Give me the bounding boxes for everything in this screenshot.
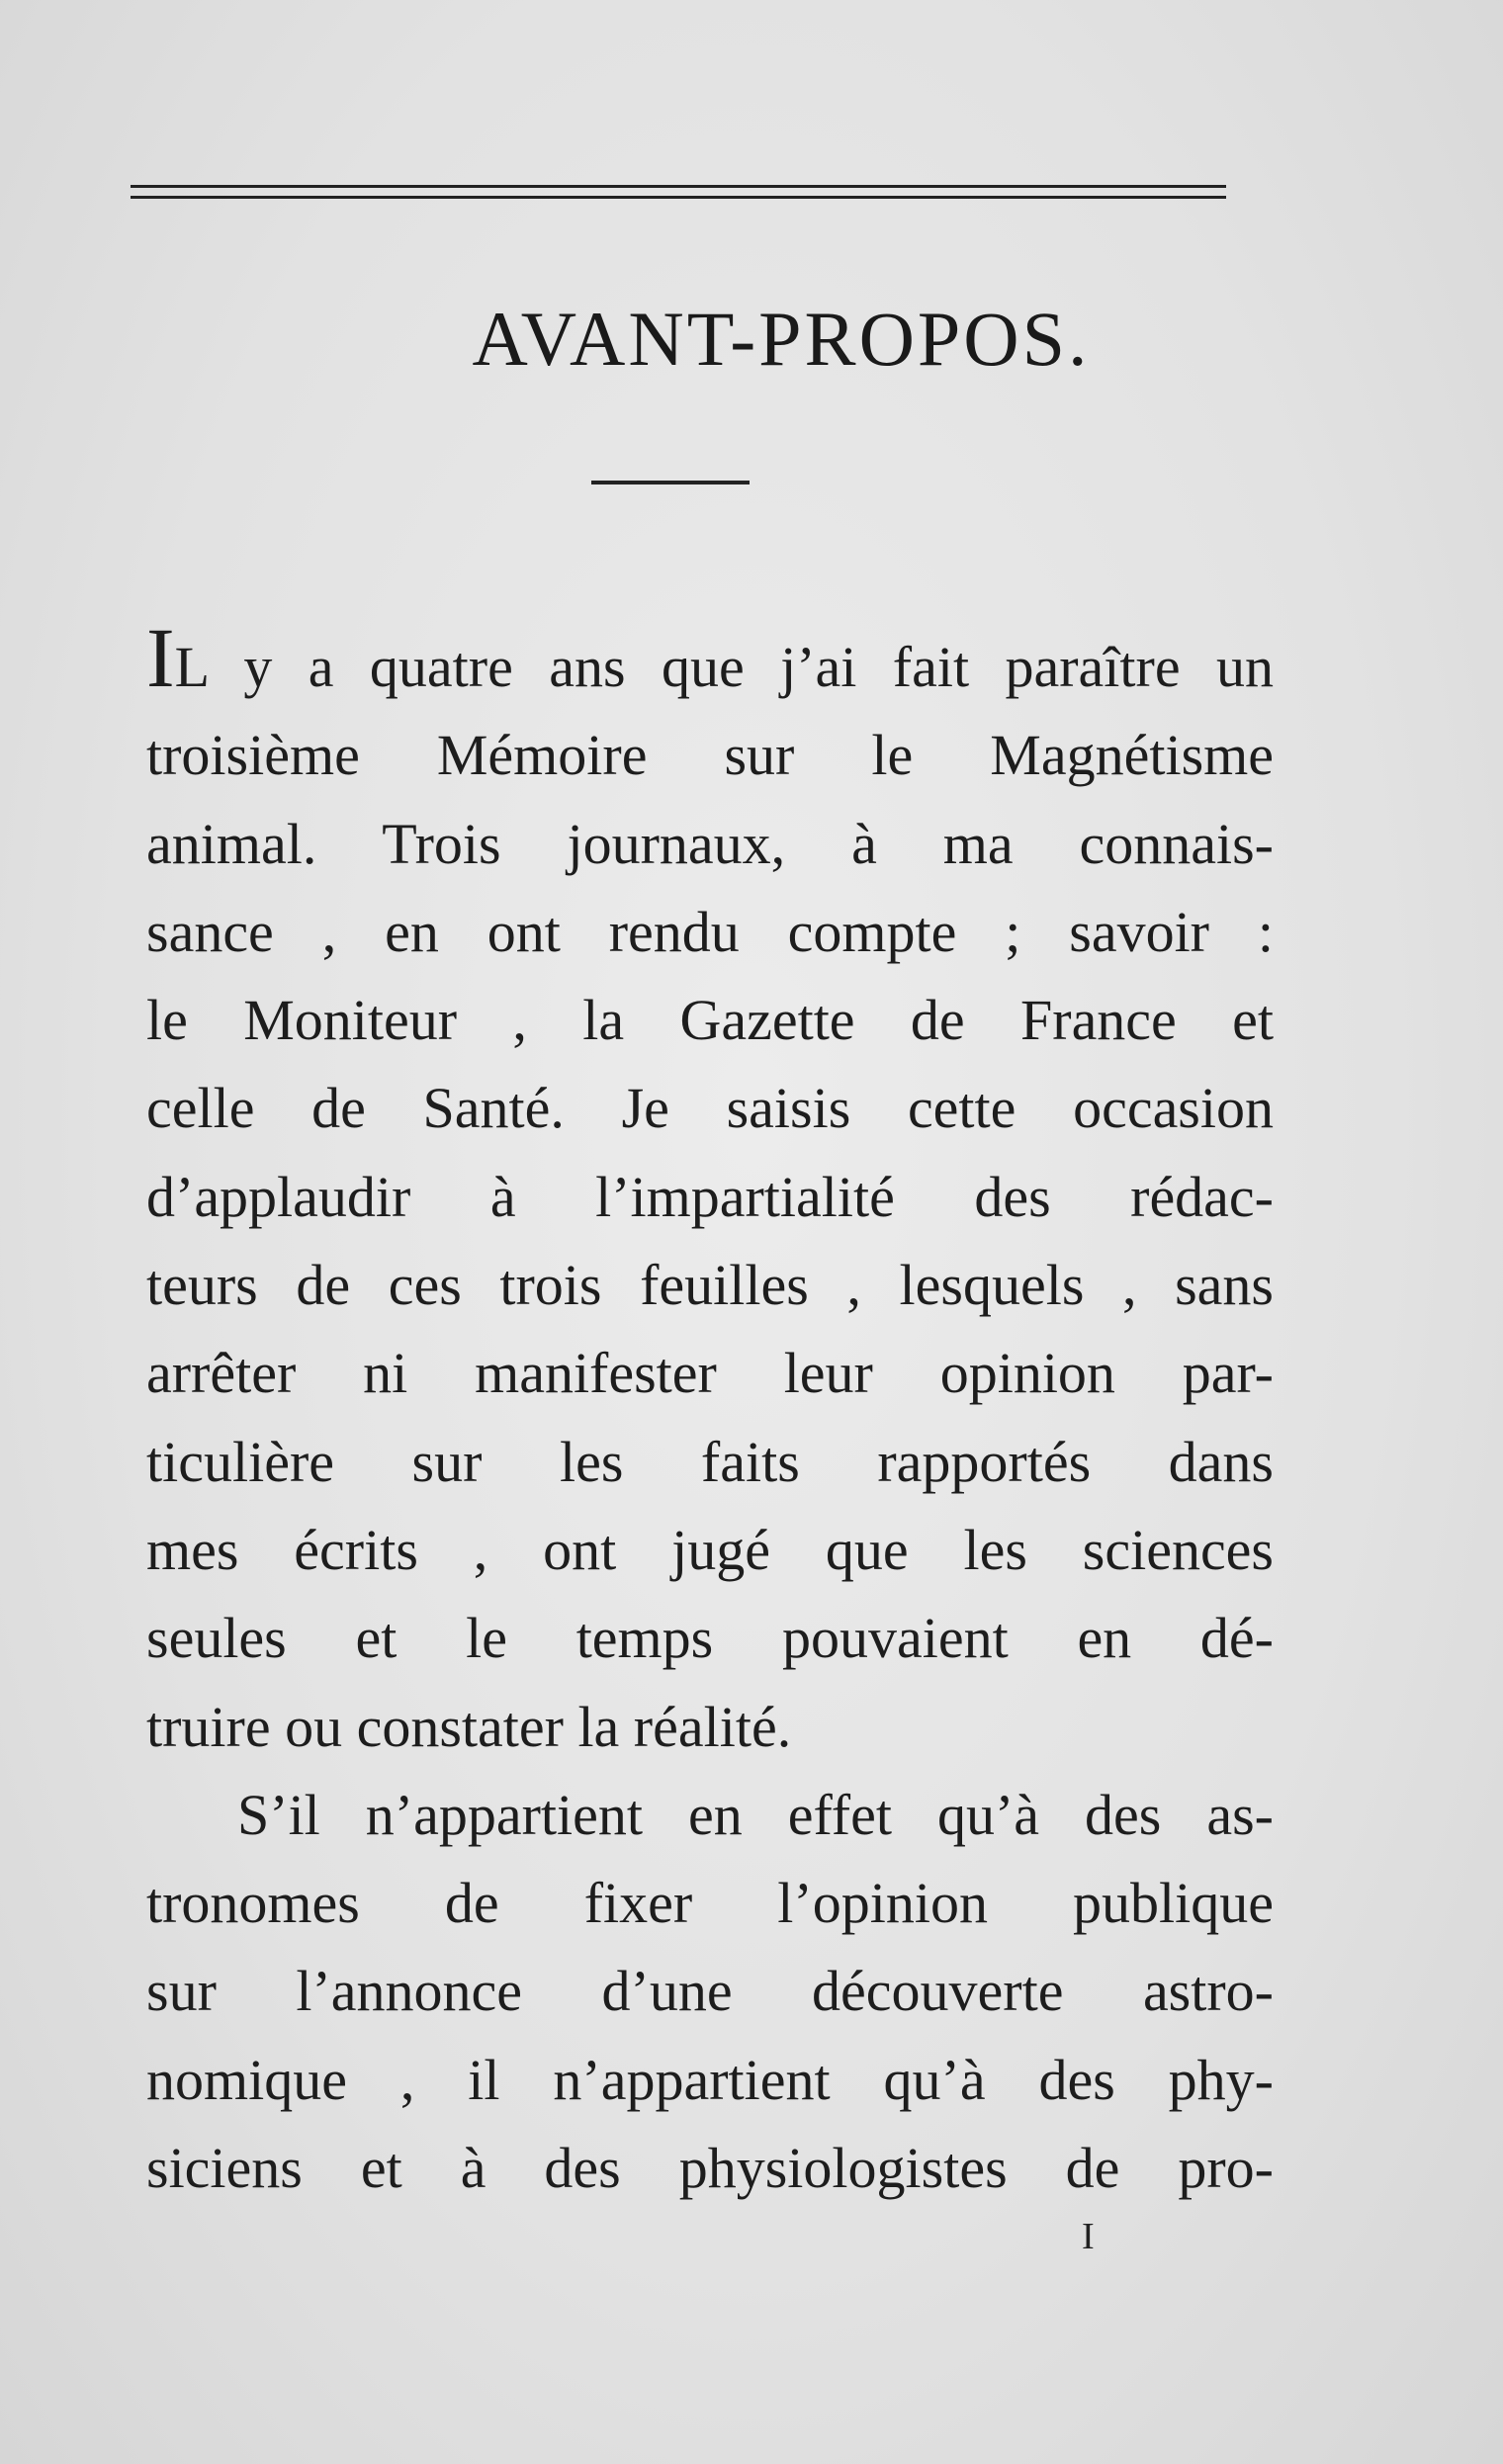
title-divider <box>591 481 750 484</box>
text-line: sur l’annonce d’une découverte astro- <box>146 1959 1274 2024</box>
text-line: le Moniteur , la Gazette de France et <box>146 988 1274 1053</box>
text-line: S’il n’appartient en effet qu’à des as- <box>237 1782 1274 1847</box>
body-text <box>146 610 1274 2212</box>
header-double-rule <box>131 185 1226 201</box>
text-line: siciens et à des physiologistes de pro- <box>146 2136 1274 2201</box>
text-line: seules et le temps pouvaient en dé- <box>146 1606 1274 1671</box>
text-line: troisième Mémoire sur le Magnétisme <box>146 723 1274 788</box>
text-line: mes écrits , ont jugé que les sciences <box>146 1517 1274 1582</box>
page-title: AVANT-PROPOS. <box>472 296 1091 382</box>
text-line: celle de Santé. Je saisis cette occasion <box>146 1076 1274 1141</box>
text-line: d’applaudir à l’impartialité des rédac- <box>146 1164 1274 1229</box>
text-line: nomique , il n’appartient qu’à des phy- <box>146 2047 1274 2112</box>
text-line: animal. Trois journaux, à ma connais- <box>146 811 1274 876</box>
text-line: teurs de ces trois feuilles , lesquels , sans <box>146 1253 1274 1318</box>
text-line: tronomes de fixer l’opinion publique <box>146 1871 1274 1936</box>
text-line: arrêter ni manifester leur opinion par- <box>146 1341 1274 1406</box>
text-line: ticulière sur les faits rapportés dans <box>146 1429 1274 1494</box>
text-line: sance , en ont rendu compte ; savoir : <box>146 899 1274 964</box>
text-line-1 <box>146 610 1274 711</box>
signature-mark: I <box>1082 2216 1095 2257</box>
drop-cap: I <box>146 610 175 705</box>
text-line-1-rest: L y a quatre ans que j’ai fait paraître un <box>174 635 1274 699</box>
text-line: truire ou constater la réalité. <box>146 1694 792 1759</box>
